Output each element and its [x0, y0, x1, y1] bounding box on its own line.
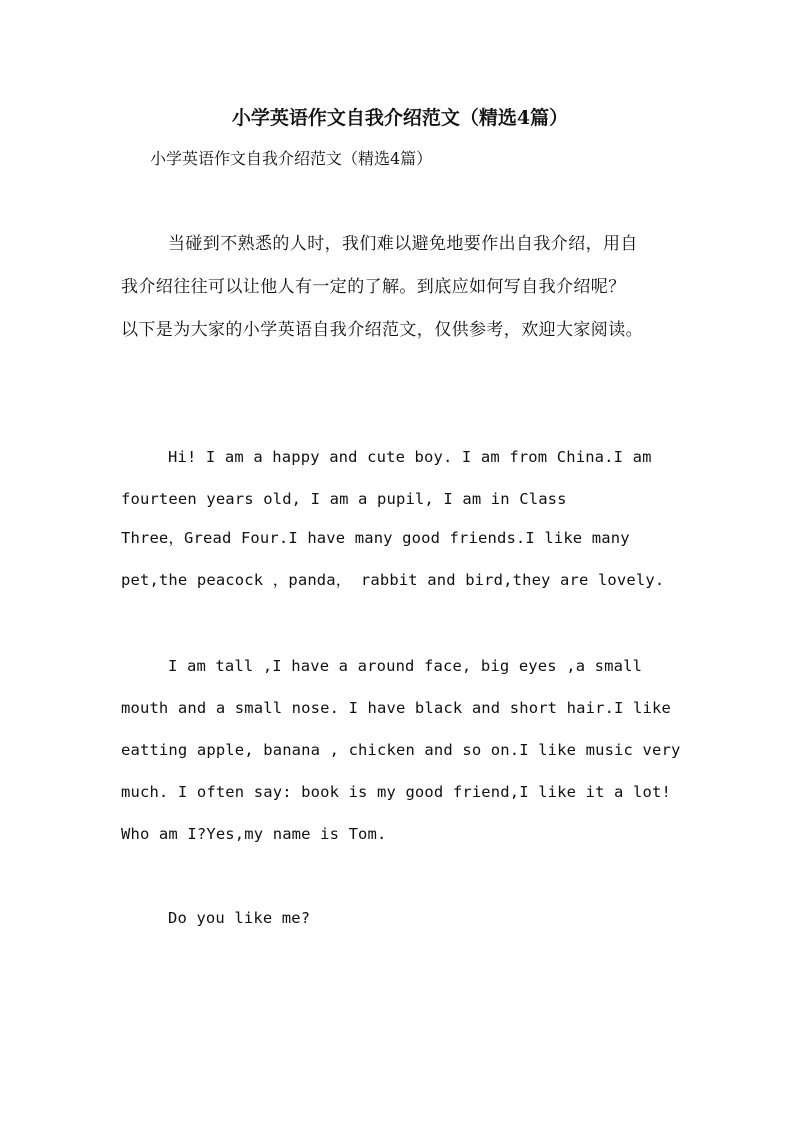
- document-subtitle: 小学英语作文自我介绍范文（精选4篇）: [150, 149, 433, 168]
- essay-line: I am tall ,I have a around face, big eyes ,a small: [168, 657, 643, 675]
- essay-line: Who am I?Yes,my name is Tom.: [121, 825, 387, 843]
- document-title: 小学英语作文自我介绍范文（精选4篇）: [231, 107, 569, 129]
- essay-line: Hi! I am a happy and cute boy. I am from China.I am: [168, 448, 652, 466]
- essay-line: Three，Gread Four.I have many good friends.I like many: [121, 529, 630, 547]
- intro-line: 我介绍往往可以让他人有一定的了解。到底应如何写自我介绍呢？: [121, 277, 626, 297]
- essay-line: fourteen years old, I am a pupil, I am in Class: [121, 490, 567, 508]
- essay-line: pet,the peacock ，panda， rabbit and bird,they are lovely.: [121, 571, 665, 589]
- intro-line: 当碰到不熟悉的人时，我们难以避免地要作出自我介绍，用自: [168, 234, 638, 254]
- intro-line: 以下是为大家的小学英语自我介绍范文，仅供参考，欢迎大家阅读。: [121, 320, 643, 340]
- essay-line: eatting apple, banana , chicken and so on.I like music very: [121, 741, 681, 759]
- essay-line: mouth and a small nose. I have black and short hair.I like: [121, 699, 671, 717]
- closing-line: Do you like me?: [168, 909, 311, 927]
- essay-line: much. I often say: book is my good friend,I like it a lot!: [121, 783, 671, 801]
